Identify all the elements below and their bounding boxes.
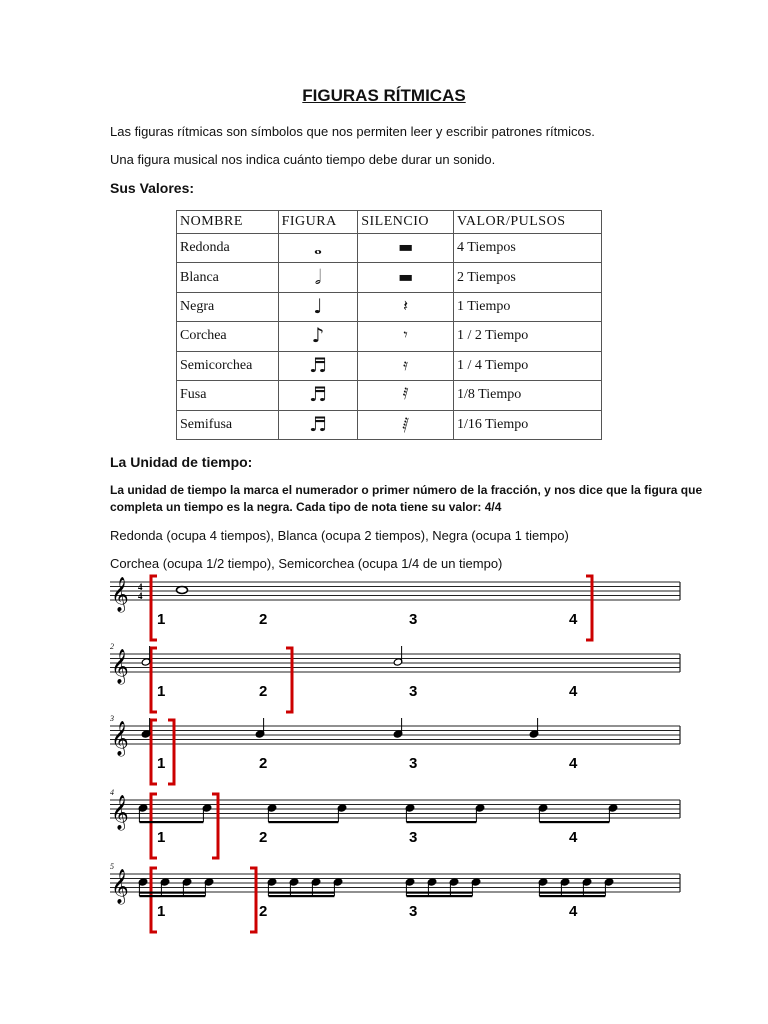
rest-cell xyxy=(358,351,454,380)
unit-heading: La Unidad de tiempo: xyxy=(110,454,253,470)
beam xyxy=(406,895,472,897)
table-header: SILENCIO xyxy=(358,211,454,234)
bracket-right xyxy=(212,794,218,858)
bracket-right xyxy=(168,720,174,784)
beat-label: 2 xyxy=(259,903,268,920)
thirty-second-rest-icon: 𝅀 xyxy=(402,384,409,404)
rhythm-staff xyxy=(105,574,685,646)
treble-clef-icon: 𝄞 xyxy=(111,869,129,904)
table-header-row xyxy=(177,211,602,234)
table-header: FIGURA xyxy=(278,211,358,234)
figure-value: 2 Tiempos xyxy=(454,263,602,292)
table-row xyxy=(177,292,602,321)
sixteenth-rest-icon: 𝄿 xyxy=(403,354,409,374)
table-row xyxy=(177,234,602,263)
rhythm-staff xyxy=(105,792,685,864)
beat-label: 4 xyxy=(569,683,578,700)
sixty-fourth-note-icon: ♬ xyxy=(308,411,327,436)
rhythm-staff xyxy=(105,866,685,938)
figure-value: 1/8 Tiempo xyxy=(454,381,602,410)
beat-label: 1 xyxy=(157,903,166,920)
beat-label: 3 xyxy=(409,903,418,920)
figure-value: 1 / 4 Tiempo xyxy=(454,351,602,380)
figure-cell xyxy=(278,292,358,321)
half-rest-icon: ▬ xyxy=(398,266,414,286)
table-header: NOMBRE xyxy=(177,211,279,234)
beam xyxy=(268,895,334,897)
treble-clef-icon: 𝄞 xyxy=(111,577,129,612)
rest-cell xyxy=(358,322,454,351)
unit-paragraph: La unidad de tiempo la marca el numerador o primer número de la fracción, y nos dice que la figura que completa un tiempo es la negra. Cada tipo de nota tiene su valor: 4/4 xyxy=(110,483,703,514)
beat-label: 1 xyxy=(157,829,166,846)
treble-clef-icon: 𝄞 xyxy=(111,721,129,756)
beam xyxy=(139,821,203,823)
measure-number: 4 xyxy=(110,788,114,797)
quarter-rest-icon: 𝄽 xyxy=(403,296,409,316)
figure-cell xyxy=(278,381,358,410)
bracket-left xyxy=(151,868,157,932)
beat-label: 2 xyxy=(259,611,268,628)
durations-line-2: Corchea (ocupa 1/2 tiempo), Semicorchea (ocupa 1/4 de un tiempo) xyxy=(110,556,503,571)
bracket-right xyxy=(286,648,292,712)
figure-value: 1 / 2 Tiempo xyxy=(454,322,602,351)
beat-label: 2 xyxy=(259,829,268,846)
eighth-rest-icon: 𝄾 xyxy=(403,325,408,345)
table-row xyxy=(177,410,602,439)
beat-label: 1 xyxy=(157,683,166,700)
figure-cell xyxy=(278,410,358,439)
thirty-second-note-icon: ♬ xyxy=(308,382,327,407)
measure-number: 3 xyxy=(110,714,114,723)
intro-paragraph-1: Las figuras rítmicas son símbolos que nos permiten leer y escribir patrones rítmicos. xyxy=(110,124,595,139)
eighth-note-icon: ♪ xyxy=(311,323,325,348)
beat-label: 4 xyxy=(569,829,578,846)
rest-cell xyxy=(358,234,454,263)
half-note-icon: 𝅗𝅥 xyxy=(314,264,322,289)
beam xyxy=(406,892,472,894)
beam xyxy=(139,892,205,894)
table-row xyxy=(177,322,602,351)
figure-value: 1/16 Tiempo xyxy=(454,410,602,439)
whole-note-icon: 𝅝 xyxy=(313,235,322,260)
beat-label: 4 xyxy=(569,755,578,772)
beat-label: 4 xyxy=(569,611,578,628)
figure-name: Corchea xyxy=(177,322,279,351)
measure-number: 5 xyxy=(110,862,114,871)
figure-cell xyxy=(278,234,358,263)
durations-line-1: Redonda (ocupa 4 tiempos), Blanca (ocupa 2 tiempos), Negra (ocupa 1 tiempo) xyxy=(110,528,569,543)
beat-label: 1 xyxy=(157,755,166,772)
rest-cell xyxy=(358,381,454,410)
table-row xyxy=(177,381,602,410)
bracket-left xyxy=(151,794,157,858)
rest-cell xyxy=(358,263,454,292)
beam xyxy=(539,895,605,897)
figure-value: 1 Tiempo xyxy=(454,292,602,321)
rest-cell xyxy=(358,292,454,321)
figure-name: Semifusa xyxy=(177,410,279,439)
bracket-right xyxy=(250,868,256,932)
table-row xyxy=(177,263,602,292)
rest-cell xyxy=(358,410,454,439)
figure-cell xyxy=(278,351,358,380)
beat-label: 3 xyxy=(409,683,418,700)
rhythmic-figures-table xyxy=(176,210,602,440)
beat-label: 3 xyxy=(409,829,418,846)
values-heading: Sus Valores: xyxy=(110,180,195,196)
beam xyxy=(406,821,476,823)
time-signature-numerator: 4 xyxy=(138,582,143,592)
figure-cell xyxy=(278,322,358,351)
table-header: VALOR/PULSOS xyxy=(454,211,602,234)
whole-note-icon xyxy=(177,587,188,594)
beam xyxy=(268,892,334,894)
figure-name: Redonda xyxy=(177,234,279,263)
figure-value: 4 Tiempos xyxy=(454,234,602,263)
rhythm-staff xyxy=(105,718,685,790)
intro-paragraph-2: Una figura musical nos indica cuánto tiempo debe durar un sonido. xyxy=(110,152,496,167)
beat-label: 3 xyxy=(409,755,418,772)
rhythm-staff xyxy=(105,646,685,718)
sixteenth-note-icon: ♬ xyxy=(308,352,327,377)
beat-label: 2 xyxy=(259,683,268,700)
figure-name: Negra xyxy=(177,292,279,321)
treble-clef-icon: 𝄞 xyxy=(111,795,129,830)
beam xyxy=(539,892,605,894)
beam xyxy=(539,821,609,823)
figure-name: Fusa xyxy=(177,381,279,410)
bracket-left xyxy=(151,720,157,784)
bracket-left xyxy=(151,576,157,640)
table-row xyxy=(177,351,602,380)
beat-label: 4 xyxy=(569,903,578,920)
beam xyxy=(268,821,338,823)
figure-name: Blanca xyxy=(177,263,279,292)
beat-label: 1 xyxy=(157,611,166,628)
figure-cell xyxy=(278,263,358,292)
time-signature-denominator: 4 xyxy=(138,591,143,601)
bracket-right xyxy=(586,576,592,640)
page-title: FIGURAS RÍTMICAS xyxy=(302,86,466,105)
sixty-fourth-rest-icon: 𝅁 xyxy=(402,413,409,433)
measure-number: 2 xyxy=(110,642,114,651)
quarter-note-icon: ♩ xyxy=(313,294,323,319)
beat-label: 2 xyxy=(259,755,268,772)
beat-label: 3 xyxy=(409,611,418,628)
whole-rest-icon: ▬ xyxy=(398,237,414,257)
bracket-left xyxy=(151,648,157,712)
beam xyxy=(139,895,205,897)
figure-name: Semicorchea xyxy=(177,351,279,380)
treble-clef-icon: 𝄞 xyxy=(111,649,129,684)
